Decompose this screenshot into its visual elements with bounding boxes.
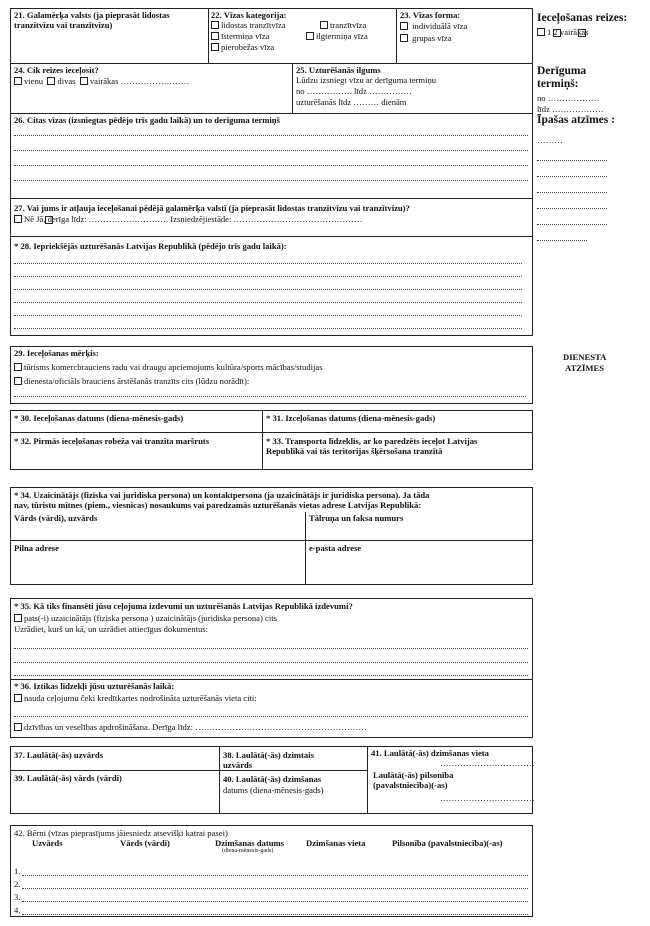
field-21-label-2: tranzītvīzu vai tranzītvīzu) bbox=[14, 20, 113, 30]
children-row-number: 1. bbox=[14, 866, 21, 876]
visa-category-transit[interactable]: tranzītvīza bbox=[320, 20, 366, 31]
inviter-phone-label: Tālruņa un faksa numurs bbox=[309, 513, 404, 523]
checkbox[interactable] bbox=[14, 363, 22, 371]
checkbox[interactable] bbox=[14, 694, 22, 702]
field-38-label: 38. Laulātā(-ās) dzimtais bbox=[223, 750, 314, 760]
means-options[interactable]: nauda ceļojumu čeki kredītkartes nodrošināta uzturēšanās vieta citi: bbox=[14, 693, 257, 704]
field-28-line[interactable] bbox=[14, 289, 522, 290]
spouse-citizenship-label-2: (pavalstniecība)(-as) bbox=[373, 780, 448, 790]
field-26-line[interactable] bbox=[14, 150, 528, 151]
field-35-line[interactable] bbox=[14, 662, 528, 663]
field-27-answer[interactable]: Nē Jā, derīga līdz: ………………………. Izsniedzējiestāde: ……………………………………… bbox=[14, 214, 362, 225]
children-col-name: Vārds (vārdi) bbox=[120, 838, 170, 848]
field-25-label: 25. Uzturēšanās ilgums bbox=[296, 65, 381, 75]
children-row-line[interactable] bbox=[22, 914, 528, 915]
field-28-line[interactable] bbox=[14, 302, 522, 303]
field-28-line[interactable] bbox=[14, 263, 522, 264]
field-28-label: * 28. Iepriekšējās uzturēšanās Latvijas Republikā (pēdējo trīs gadu laikā): bbox=[14, 241, 287, 251]
field-29-label: 29. Ieceļošanas mērķis: bbox=[14, 348, 99, 358]
children-row-number: 2. bbox=[14, 879, 21, 889]
purpose-options-1[interactable]: tūrisms komercbrauciens radu vai draugu apciemojums kultūra/sports mācības/studijas bbox=[14, 362, 323, 373]
validity-title: Derīguma bbox=[537, 65, 587, 77]
field-34-label: * 34. Uzaicinātājs (fiziska vai juridiska persona) un kontaktpersona (ja uzaicinātājs ir juridiska persona). Ja tāda bbox=[14, 490, 430, 500]
spouse-citizenship-label: Laulātā(-ās) pilsonība bbox=[373, 770, 454, 780]
field-30-label: * 30. Ieceļošanas datums (diena-mēnesis-gads) bbox=[14, 413, 184, 423]
field-26-line[interactable] bbox=[14, 180, 528, 181]
checkbox[interactable] bbox=[211, 21, 219, 29]
checkbox[interactable] bbox=[306, 32, 314, 40]
special-notes-line[interactable] bbox=[537, 208, 607, 209]
inviter-email-label: e-pasta adrese bbox=[309, 543, 362, 553]
children-col-surname: Uzvārds bbox=[32, 838, 63, 848]
children-row-number: 3. bbox=[14, 892, 21, 902]
special-notes-line[interactable] bbox=[537, 192, 607, 193]
field-28-line[interactable] bbox=[14, 328, 522, 329]
entries-side-options[interactable]: 1 2 vairākas bbox=[537, 27, 589, 38]
field-25-line-3[interactable]: uzturēšanās līdz ……… dienām bbox=[296, 97, 407, 107]
checkbox[interactable] bbox=[14, 723, 22, 731]
field-26-line[interactable] bbox=[14, 165, 528, 166]
checkbox[interactable] bbox=[14, 215, 22, 223]
field-33-label-2: Republikā vai tās teritorijas šķērsošana tranzītā bbox=[266, 446, 443, 456]
visa-form-group[interactable]: grupas vīza bbox=[400, 33, 452, 44]
field-35-label: * 35. Kā tiks finansēti jūsu ceļojuma izdevumi un uzturēšanās Latvijas Republikā izdevumi? bbox=[14, 601, 353, 611]
special-notes-line[interactable] bbox=[537, 176, 607, 177]
field-36-label: * 36. Iztikas līdzekļi jūsu uzturēšanās laikā: bbox=[14, 681, 175, 691]
children-col-birthplace: Dzimšanas vieta bbox=[306, 838, 366, 848]
children-row-line[interactable] bbox=[22, 888, 528, 889]
validity-until[interactable]: līdz ……………… bbox=[537, 104, 604, 114]
field-41-label: 41. Laulātā(-ās) dzimšanas vieta bbox=[371, 748, 489, 758]
validity-from[interactable]: no ……………… bbox=[537, 93, 600, 103]
checkbox[interactable] bbox=[400, 22, 408, 30]
field-40-label-2: datums (diena-mēnesis-gads) bbox=[223, 785, 324, 795]
checkbox[interactable] bbox=[320, 21, 328, 29]
field-26-line[interactable] bbox=[14, 135, 528, 136]
field-22-label: 22. Vīzas kategorija: bbox=[211, 10, 287, 20]
field-25-line-2[interactable]: no ……………. līdz …………… bbox=[296, 86, 413, 96]
validity-title-2: termiņš: bbox=[537, 78, 579, 90]
visa-category-short-term[interactable]: īstermiņa vīza bbox=[211, 31, 269, 42]
checkbox[interactable] bbox=[211, 43, 219, 51]
field-33-label: * 33. Transporta līdzeklis, ar ko paredzēts ieceļot Latvijas bbox=[266, 436, 478, 446]
special-notes-line[interactable]: ……… bbox=[537, 135, 563, 145]
special-notes-line[interactable] bbox=[537, 160, 607, 161]
checkbox[interactable] bbox=[14, 377, 22, 385]
field-35-line[interactable] bbox=[14, 648, 528, 649]
checkbox[interactable] bbox=[14, 77, 22, 85]
field-28-line[interactable] bbox=[14, 276, 522, 277]
checkbox[interactable] bbox=[400, 34, 408, 42]
field-36-line[interactable] bbox=[14, 716, 528, 717]
children-col-birthdate: Dzimšanas datums bbox=[215, 838, 284, 848]
checkbox[interactable] bbox=[537, 28, 545, 36]
entries-title: Ieceļošanas reizes: bbox=[537, 12, 628, 24]
special-notes-line[interactable] bbox=[537, 224, 607, 225]
field-37-label: 37. Laulātā(-ās) uzvārds bbox=[14, 750, 104, 760]
children-row-line[interactable] bbox=[22, 875, 528, 876]
spouse-citizenship-line[interactable]: …………………………… bbox=[440, 793, 535, 803]
checkbox-2[interactable] bbox=[553, 29, 561, 37]
field-25-line-1: Lūdzu izsniegt vīzu ar derīguma termiņu bbox=[296, 75, 437, 85]
special-notes-title: Īpašas atzīmes : bbox=[537, 114, 615, 126]
inviter-name-label: Vārds (vārdi), uzvārds bbox=[14, 513, 98, 523]
official-notes-title: DIENESTA bbox=[563, 352, 607, 362]
purpose-options-2[interactable]: dienesta/oficiāls brauciens ārstēšanās tranzīts cits (lūdzu norādīt): bbox=[14, 376, 249, 387]
field-28-line[interactable] bbox=[14, 315, 522, 316]
field-32-label: * 32. Pirmās ieceļošanas robeža vai tranzīta maršruts bbox=[14, 436, 210, 446]
visa-category-long-term[interactable]: ilgtermiņa vīza bbox=[306, 31, 368, 42]
visa-form-individual[interactable]: individuālā vīza bbox=[400, 21, 467, 32]
funding-instructions: Uzrādiet, kurš un kā, un uzrādiet attiecīgus dokumentus: bbox=[14, 624, 209, 634]
entries-options[interactable]: vienu divas vairākas …………………… bbox=[14, 76, 189, 87]
field-35-line[interactable] bbox=[14, 675, 528, 676]
official-notes-title-2: ATZĪMES bbox=[565, 363, 604, 373]
visa-category-airport-transit[interactable]: lidostas tranzītvīza bbox=[211, 20, 286, 31]
checkbox[interactable] bbox=[47, 77, 55, 85]
field-40-label: 40. Laulātā(-ās) dzimšanas bbox=[223, 774, 322, 784]
visa-category-border[interactable]: pierobežas vīza bbox=[211, 42, 274, 53]
insurance-option[interactable]: dzīvības un veselības apdrošināšana. Derīga līdz: …………………………………………………… bbox=[14, 722, 367, 733]
field-39-label: 39. Laulātā(-ās) vārds (vārdi) bbox=[14, 773, 122, 783]
funding-options[interactable]: pats(-i) uzaicinātājs (fiziska persona ) uzaicinātājs (juridiska persona) cits bbox=[14, 613, 277, 624]
field-34-label-2: nav, tūristu mītnes (piem., viesnīcas) nosaukums vai paredzamās uzturēšanās vietas adrese Latvijas Republikā: bbox=[14, 500, 422, 510]
inviter-address-label: Pilna adrese bbox=[14, 543, 59, 553]
field-26-label: 26. Citas vīzas (izsniegtas pēdējo trīs gadu laikā) un to derīguma termiņš bbox=[14, 115, 280, 125]
top-section bbox=[10, 8, 533, 336]
checkbox[interactable] bbox=[80, 77, 88, 85]
children-col-citizenship: Pilsonība (pavalstniecība)(-as) bbox=[392, 838, 503, 848]
field-31-label: * 31. Izceļošanas datums (diena-mēnesis-gads) bbox=[266, 413, 436, 423]
field-27-label: 27. Vai jums ir atļauja ieceļošanai pēdējā galamērķa valstī (ja pieprasāt lidostas tranzītvīzu vai tranzītvīzu)? bbox=[14, 203, 410, 213]
children-col-birthdate-format: (diena-mēnesis-gads) bbox=[222, 848, 274, 854]
children-row-line[interactable] bbox=[22, 901, 528, 902]
checkbox[interactable] bbox=[14, 614, 22, 622]
checkbox-yes[interactable] bbox=[45, 216, 53, 224]
children-row-number: 4. bbox=[14, 905, 21, 915]
field-38-label-2: uzvārds bbox=[223, 760, 253, 770]
field-24-label: 24. Cik reizes ieceļosit? bbox=[14, 65, 99, 75]
checkbox[interactable] bbox=[211, 32, 219, 40]
checkbox-many[interactable] bbox=[578, 29, 586, 37]
field-29-line[interactable] bbox=[14, 396, 526, 397]
field-21-label: 21. Galamērķa valsts (ja pieprasāt lidostas bbox=[14, 10, 170, 20]
field-23-label: 23. Vīzas forma: bbox=[400, 10, 461, 20]
field-42-label: 42. Bērni (vīzas pieprasījums jāiesniedz atsevišķi katrai pasei) bbox=[14, 828, 228, 838]
field-41-line[interactable]: …………………………… bbox=[440, 758, 535, 768]
special-notes-line[interactable] bbox=[537, 240, 587, 241]
